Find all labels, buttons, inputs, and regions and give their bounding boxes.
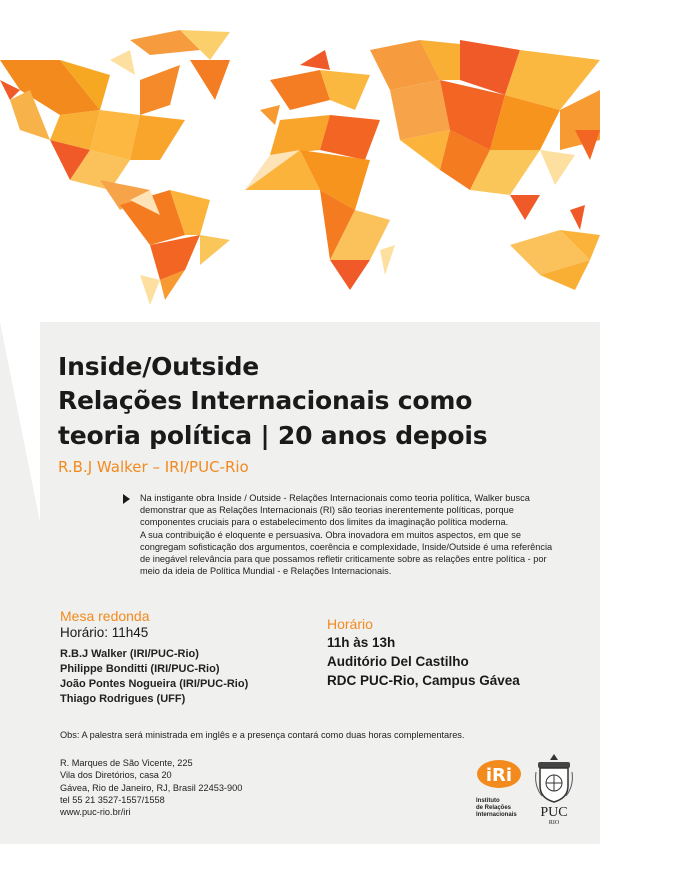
- panel-corner: [0, 322, 40, 522]
- title-line-2: Relações Internacionais como: [58, 386, 473, 415]
- speaker: R.B.J Walker (IRI/PUC-Rio): [60, 648, 199, 660]
- address-line: Gávea, Rio de Janeiro, RJ, Brasil 22453-900: [60, 782, 243, 793]
- iri-logo-line: Instituto: [476, 798, 500, 804]
- south-america-shape: [120, 190, 230, 305]
- iri-logo-line: Internacionais: [476, 812, 517, 818]
- address-line: Vila dos Diretórios, casa 20: [60, 770, 172, 781]
- north-america-shape: [0, 30, 230, 210]
- speaker-list: [60, 647, 248, 707]
- address-website[interactable]: www.puc-rio.br/iri: [60, 807, 131, 818]
- horario-details: [327, 633, 520, 690]
- mesa-time: Horário: 11h45: [60, 625, 149, 640]
- speaker: Thiago Rodrigues (UFF): [60, 693, 186, 705]
- iri-logo-line: de Relações: [476, 805, 512, 811]
- europe-africa-shape: [245, 50, 395, 290]
- title-line-1: Inside/Outside: [58, 352, 260, 381]
- australia-shape: [510, 205, 600, 290]
- horario-time: 11h às 13h: [327, 635, 396, 650]
- horario-venue: Auditório Del Castilho: [327, 654, 469, 669]
- iri-logo-mark: iRi: [485, 765, 513, 786]
- puc-logo-name: PUC: [540, 805, 568, 820]
- horario-location: RDC PUC-Rio, Campus Gávea: [327, 673, 520, 688]
- speaker: Philippe Bonditti (IRI/PUC-Rio): [60, 663, 220, 675]
- title-line-3: teoria política | 20 anos depois: [58, 421, 488, 450]
- iri-logo: [474, 758, 528, 824]
- address-line: R. Marques de São Vicente, 225: [60, 758, 193, 768]
- mesa-title: Mesa redonda: [60, 608, 150, 624]
- bullet-arrow-icon: [123, 494, 130, 504]
- asia-shape: [370, 40, 600, 220]
- author-line: R.B.J Walker – IRI/PUC-Rio: [58, 458, 249, 476]
- puc-logo-sub: RIO: [548, 820, 560, 826]
- abstract-paragraph: A sua contribuição é eloquente e persuasiva. Obra inovadora em muitos aspectos, em que se congregam sofisticação dos argumentos, coerência e complexidade, Inside/Outside é uma referência de inegável relevância para que possamos refletir criticamente sobre as relações entre política - por meio da ideia de Política Mundial - e Relações Internacionais.: [140, 529, 553, 577]
- abstract: [140, 492, 560, 577]
- horario-title: Horário: [327, 616, 373, 632]
- address-phone: tel 55 21 3527-1557/1558: [60, 794, 165, 805]
- world-map-graphic: [0, 20, 620, 320]
- puc-rio-logo: [532, 752, 576, 828]
- observation-note: Obs: A palestra será ministrada em inglês e a presença contará como duas horas complementares.: [60, 730, 465, 740]
- address-block: [60, 757, 242, 818]
- abstract-paragraph: Na instigante obra Inside / Outside - Relações Internacionais como teoria política, Walker busca demonstrar que as Relações Internacionais (RI) são teorias inerentemente políticas, porque componentes cruciais para o estabelecimento dos limites da imaginação política moderna.: [140, 493, 530, 528]
- puc-crest-icon: [536, 754, 573, 802]
- speaker: João Pontes Nogueira (IRI/PUC-Rio): [60, 678, 249, 690]
